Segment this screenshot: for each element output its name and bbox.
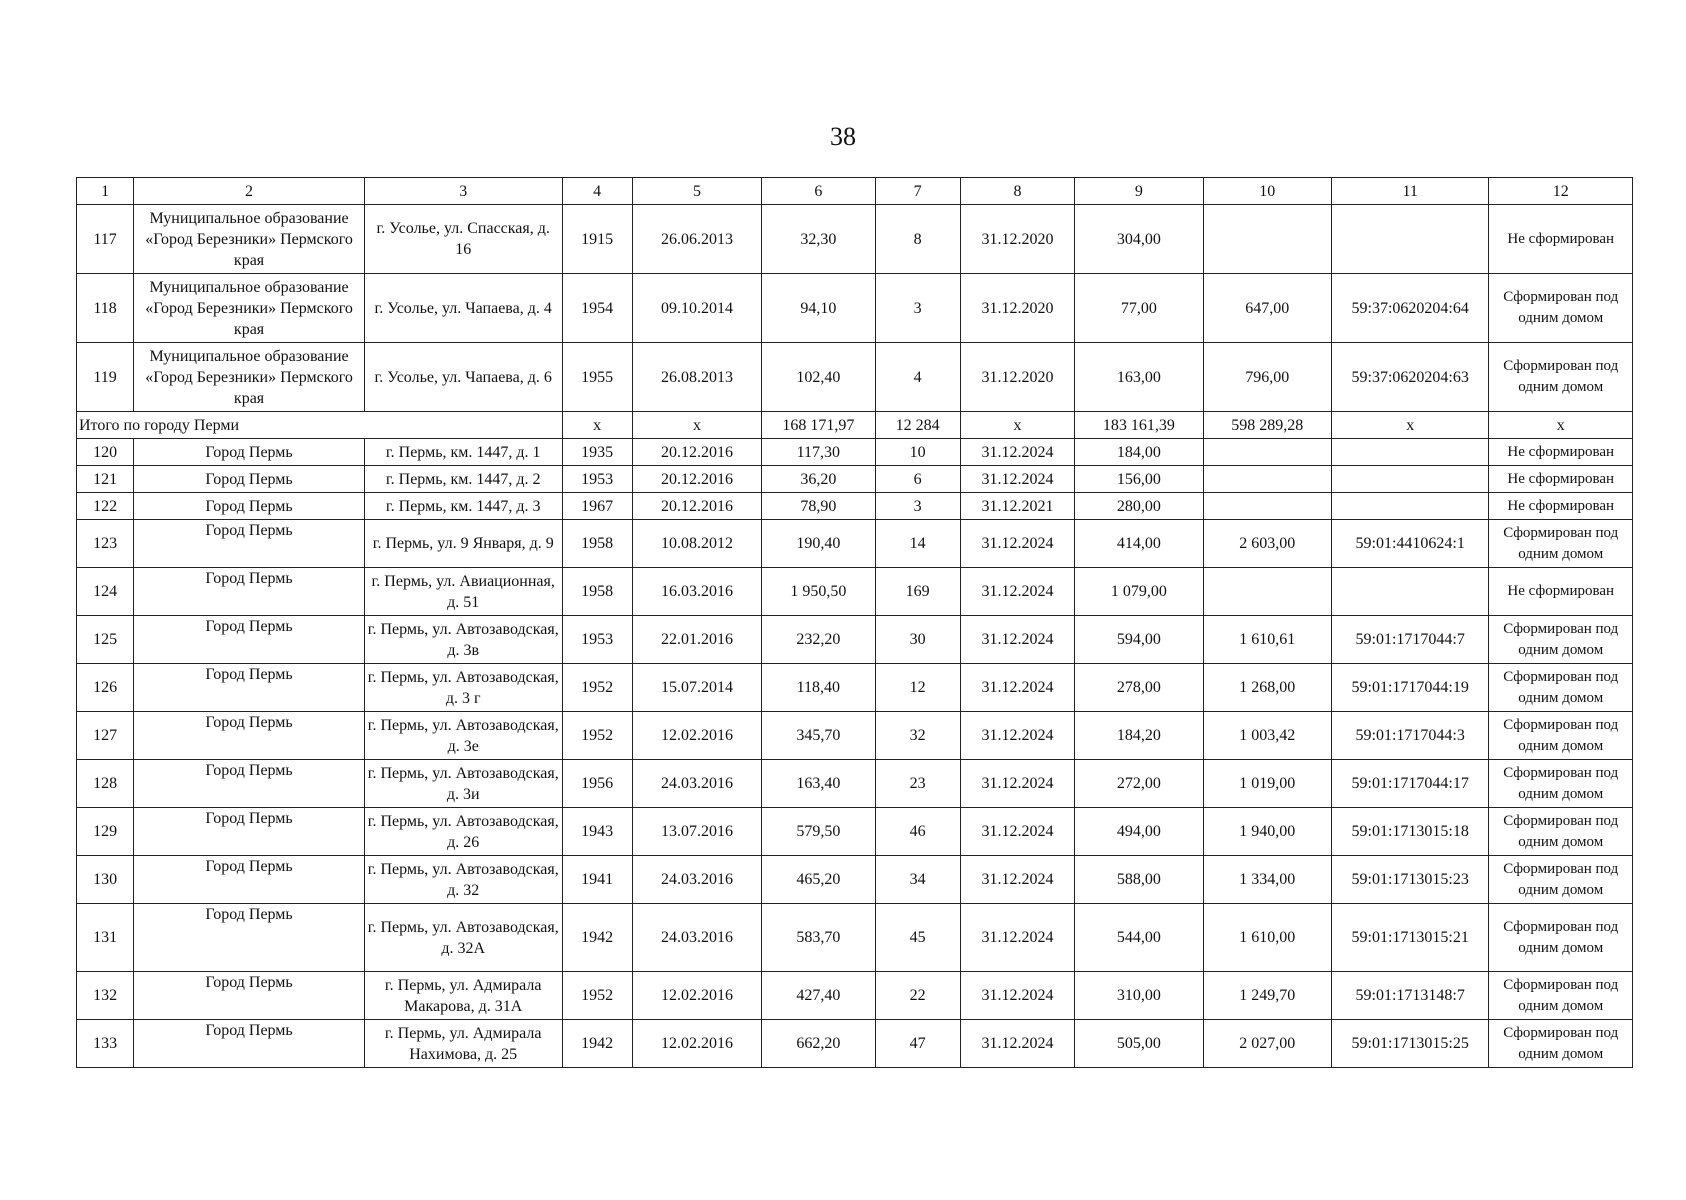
owner-cell: Город Пермь	[134, 568, 365, 616]
land-area-cell: 494,00	[1075, 808, 1203, 856]
header-cell: 3	[364, 178, 562, 205]
total-cell: 183 161,39	[1075, 412, 1203, 439]
row-number-cell: 125	[77, 616, 134, 664]
year-built-cell: 1943	[562, 808, 632, 856]
row-number-cell: 121	[77, 466, 134, 493]
total-cell: 598 289,28	[1203, 412, 1331, 439]
address-cell: г. Пермь, ул. Автозаводская, д. 3в	[364, 616, 562, 664]
area-cell: 102,40	[762, 343, 875, 412]
area-cell: 583,70	[762, 904, 875, 972]
plot-area-cell: 2 603,00	[1203, 520, 1331, 568]
date-cell: 09.10.2014	[632, 274, 761, 343]
land-area-cell: 544,00	[1075, 904, 1203, 972]
table-row	[77, 205, 1633, 274]
owner-cell: Город Пермь	[134, 664, 365, 712]
deadline-cell: 31.12.2024	[960, 616, 1074, 664]
cadastral-number-cell	[1331, 439, 1489, 466]
year-built-cell: 1953	[562, 616, 632, 664]
total-cell: x	[960, 412, 1074, 439]
cadastral-number-cell: 59:01:1713015:25	[1331, 1020, 1489, 1068]
owner-cell: Город Пермь	[134, 520, 365, 568]
plot-status-cell: Не сформирован	[1489, 493, 1633, 520]
address-cell: г. Пермь, ул. Адмирала Макарова, д. 31А	[364, 972, 562, 1020]
plot-status-cell: Сформирован под одним домом	[1489, 664, 1633, 712]
residents-cell: 6	[875, 466, 960, 493]
address-cell: г. Усолье, ул. Чапаева, д. 4	[364, 274, 562, 343]
date-cell: 20.12.2016	[632, 466, 761, 493]
land-area-cell: 1 079,00	[1075, 568, 1203, 616]
cadastral-number-cell: 59:01:1713015:18	[1331, 808, 1489, 856]
table-row	[77, 616, 1633, 664]
area-cell: 36,20	[762, 466, 875, 493]
address-cell: г. Усолье, ул. Чапаева, д. 6	[364, 343, 562, 412]
plot-area-cell	[1203, 493, 1331, 520]
owner-cell: Муниципальное образование «Город Березники» Пермского края	[134, 343, 365, 412]
row-number-cell: 122	[77, 493, 134, 520]
address-cell: г. Усолье, ул. Спасская, д. 16	[364, 205, 562, 274]
row-number-cell: 130	[77, 856, 134, 904]
registry-table	[76, 177, 1633, 1068]
year-built-cell: 1958	[562, 520, 632, 568]
cadastral-number-cell	[1331, 493, 1489, 520]
owner-cell: Город Пермь	[134, 712, 365, 760]
residents-cell: 34	[875, 856, 960, 904]
year-built-cell: 1942	[562, 1020, 632, 1068]
header-cell: 7	[875, 178, 960, 205]
plot-status-cell: Не сформирован	[1489, 205, 1633, 274]
row-number-cell: 118	[77, 274, 134, 343]
deadline-cell: 31.12.2024	[960, 1020, 1074, 1068]
plot-area-cell: 647,00	[1203, 274, 1331, 343]
area-cell: 427,40	[762, 972, 875, 1020]
residents-cell: 30	[875, 616, 960, 664]
cadastral-number-cell	[1331, 466, 1489, 493]
area-cell: 118,40	[762, 664, 875, 712]
plot-area-cell: 1 940,00	[1203, 808, 1331, 856]
row-number-cell: 131	[77, 904, 134, 972]
date-cell: 24.03.2016	[632, 856, 761, 904]
land-area-cell: 310,00	[1075, 972, 1203, 1020]
date-cell: 20.12.2016	[632, 493, 761, 520]
table-row	[77, 493, 1633, 520]
row-number-cell: 119	[77, 343, 134, 412]
plot-area-cell: 1 334,00	[1203, 856, 1331, 904]
owner-cell: Город Пермь	[134, 856, 365, 904]
header-cell: 10	[1203, 178, 1331, 205]
total-cell: x	[1331, 412, 1489, 439]
table-row	[77, 568, 1633, 616]
year-built-cell: 1958	[562, 568, 632, 616]
plot-area-cell: 1 268,00	[1203, 664, 1331, 712]
date-cell: 16.03.2016	[632, 568, 761, 616]
residents-cell: 22	[875, 972, 960, 1020]
residents-cell: 46	[875, 808, 960, 856]
date-cell: 26.06.2013	[632, 205, 761, 274]
year-built-cell: 1955	[562, 343, 632, 412]
table-row	[77, 439, 1633, 466]
header-cell: 8	[960, 178, 1074, 205]
plot-area-cell: 2 027,00	[1203, 1020, 1331, 1068]
table-row	[77, 343, 1633, 412]
table-row	[77, 466, 1633, 493]
date-cell: 24.03.2016	[632, 760, 761, 808]
year-built-cell: 1967	[562, 493, 632, 520]
residents-cell: 3	[875, 493, 960, 520]
deadline-cell: 31.12.2024	[960, 568, 1074, 616]
plot-status-cell: Не сформирован	[1489, 568, 1633, 616]
address-cell: г. Пермь, ул. Автозаводская, д. 32А	[364, 904, 562, 972]
deadline-cell: 31.12.2020	[960, 205, 1074, 274]
year-built-cell: 1952	[562, 712, 632, 760]
plot-area-cell	[1203, 439, 1331, 466]
plot-status-cell: Сформирован под одним домом	[1489, 343, 1633, 412]
cadastral-number-cell: 59:01:4410624:1	[1331, 520, 1489, 568]
plot-area-cell	[1203, 205, 1331, 274]
owner-cell: Город Пермь	[134, 904, 365, 972]
header-cell: 11	[1331, 178, 1489, 205]
table-row	[77, 1020, 1633, 1068]
owner-cell: Муниципальное образование «Город Березники» Пермского края	[134, 205, 365, 274]
land-area-cell: 414,00	[1075, 520, 1203, 568]
date-cell: 26.08.2013	[632, 343, 761, 412]
plot-status-cell: Сформирован под одним домом	[1489, 972, 1633, 1020]
cadastral-number-cell: 59:37:0620204:64	[1331, 274, 1489, 343]
cadastral-number-cell: 59:01:1713148:7	[1331, 972, 1489, 1020]
plot-area-cell: 1 249,70	[1203, 972, 1331, 1020]
residents-cell: 23	[875, 760, 960, 808]
land-area-cell: 77,00	[1075, 274, 1203, 343]
total-cell: 12 284	[875, 412, 960, 439]
owner-cell: Город Пермь	[134, 466, 365, 493]
owner-cell: Город Пермь	[134, 439, 365, 466]
area-cell: 190,40	[762, 520, 875, 568]
date-cell: 12.02.2016	[632, 712, 761, 760]
area-cell: 32,30	[762, 205, 875, 274]
plot-area-cell	[1203, 466, 1331, 493]
plot-status-cell: Сформирован под одним домом	[1489, 520, 1633, 568]
header-cell: 12	[1489, 178, 1633, 205]
deadline-cell: 31.12.2020	[960, 274, 1074, 343]
year-built-cell: 1915	[562, 205, 632, 274]
plot-status-cell: Сформирован под одним домом	[1489, 856, 1633, 904]
owner-cell: Город Пермь	[134, 1020, 365, 1068]
plot-status-cell: Сформирован под одним домом	[1489, 616, 1633, 664]
area-cell: 345,70	[762, 712, 875, 760]
date-cell: 13.07.2016	[632, 808, 761, 856]
year-built-cell: 1952	[562, 972, 632, 1020]
area-cell: 94,10	[762, 274, 875, 343]
land-area-cell: 588,00	[1075, 856, 1203, 904]
cadastral-number-cell: 59:01:1717044:7	[1331, 616, 1489, 664]
total-label: Итого по городу Перми	[77, 412, 563, 439]
residents-cell: 169	[875, 568, 960, 616]
plot-area-cell: 1 610,00	[1203, 904, 1331, 972]
owner-cell: Муниципальное образование «Город Березники» Пермского края	[134, 274, 365, 343]
row-number-cell: 127	[77, 712, 134, 760]
deadline-cell: 31.12.2024	[960, 904, 1074, 972]
owner-cell: Город Пермь	[134, 493, 365, 520]
table-row	[77, 760, 1633, 808]
residents-cell: 47	[875, 1020, 960, 1068]
area-cell: 1 950,50	[762, 568, 875, 616]
row-number-cell: 132	[77, 972, 134, 1020]
plot-area-cell: 796,00	[1203, 343, 1331, 412]
plot-status-cell: Не сформирован	[1489, 439, 1633, 466]
address-cell: г. Пермь, км. 1447, д. 1	[364, 439, 562, 466]
plot-status-cell: Не сформирован	[1489, 466, 1633, 493]
area-cell: 163,40	[762, 760, 875, 808]
plot-area-cell	[1203, 568, 1331, 616]
deadline-cell: 31.12.2024	[960, 712, 1074, 760]
header-cell: 9	[1075, 178, 1203, 205]
deadline-cell: 31.12.2024	[960, 664, 1074, 712]
land-area-cell: 156,00	[1075, 466, 1203, 493]
area-cell: 465,20	[762, 856, 875, 904]
plot-status-cell: Сформирован под одним домом	[1489, 274, 1633, 343]
area-cell: 232,20	[762, 616, 875, 664]
row-number-cell: 117	[77, 205, 134, 274]
plot-area-cell: 1 610,61	[1203, 616, 1331, 664]
land-area-cell: 304,00	[1075, 205, 1203, 274]
row-number-cell: 129	[77, 808, 134, 856]
land-area-cell: 272,00	[1075, 760, 1203, 808]
year-built-cell: 1935	[562, 439, 632, 466]
date-cell: 12.02.2016	[632, 1020, 761, 1068]
table-row	[77, 972, 1633, 1020]
plot-status-cell: Сформирован под одним домом	[1489, 808, 1633, 856]
cadastral-number-cell: 59:01:1717044:3	[1331, 712, 1489, 760]
deadline-cell: 31.12.2024	[960, 856, 1074, 904]
residents-cell: 4	[875, 343, 960, 412]
date-cell: 24.03.2016	[632, 904, 761, 972]
deadline-cell: 31.12.2024	[960, 972, 1074, 1020]
table-row	[77, 904, 1633, 972]
table-row	[77, 520, 1633, 568]
address-cell: г. Пермь, ул. Автозаводская, д. 3 г	[364, 664, 562, 712]
residents-cell: 8	[875, 205, 960, 274]
header-row	[77, 178, 1633, 205]
year-built-cell: 1941	[562, 856, 632, 904]
plot-status-cell: Сформирован под одним домом	[1489, 1020, 1633, 1068]
address-cell: г. Пермь, км. 1447, д. 3	[364, 493, 562, 520]
owner-cell: Город Пермь	[134, 808, 365, 856]
plot-area-cell: 1 003,42	[1203, 712, 1331, 760]
deadline-cell: 31.12.2024	[960, 466, 1074, 493]
total-cell: 168 171,97	[762, 412, 875, 439]
residents-cell: 14	[875, 520, 960, 568]
land-area-cell: 594,00	[1075, 616, 1203, 664]
residents-cell: 12	[875, 664, 960, 712]
table-row	[77, 808, 1633, 856]
cadastral-number-cell: 59:01:1713015:21	[1331, 904, 1489, 972]
header-cell: 6	[762, 178, 875, 205]
address-cell: г. Пермь, ул. Автозаводская, д. 3е	[364, 712, 562, 760]
header-cell: 4	[562, 178, 632, 205]
area-cell: 78,90	[762, 493, 875, 520]
header-cell: 2	[134, 178, 365, 205]
cadastral-number-cell: 59:01:1717044:19	[1331, 664, 1489, 712]
residents-cell: 32	[875, 712, 960, 760]
address-cell: г. Пермь, ул. Автозаводская, д. 3и	[364, 760, 562, 808]
land-area-cell: 184,20	[1075, 712, 1203, 760]
deadline-cell: 31.12.2024	[960, 808, 1074, 856]
plot-status-cell: Сформирован под одним домом	[1489, 904, 1633, 972]
row-number-cell: 126	[77, 664, 134, 712]
land-area-cell: 280,00	[1075, 493, 1203, 520]
year-built-cell: 1953	[562, 466, 632, 493]
table-row	[77, 856, 1633, 904]
date-cell: 12.02.2016	[632, 972, 761, 1020]
date-cell: 15.07.2014	[632, 664, 761, 712]
year-built-cell: 1942	[562, 904, 632, 972]
row-number-cell: 128	[77, 760, 134, 808]
total-cell: x	[562, 412, 632, 439]
date-cell: 10.08.2012	[632, 520, 761, 568]
cadastral-number-cell	[1331, 205, 1489, 274]
cadastral-number-cell: 59:01:1713015:23	[1331, 856, 1489, 904]
year-built-cell: 1956	[562, 760, 632, 808]
deadline-cell: 31.12.2024	[960, 760, 1074, 808]
owner-cell: Город Пермь	[134, 616, 365, 664]
owner-cell: Город Пермь	[134, 760, 365, 808]
land-area-cell: 278,00	[1075, 664, 1203, 712]
deadline-cell: 31.12.2024	[960, 439, 1074, 466]
date-cell: 20.12.2016	[632, 439, 761, 466]
row-number-cell: 123	[77, 520, 134, 568]
deadline-cell: 31.12.2021	[960, 493, 1074, 520]
deadline-cell: 31.12.2024	[960, 520, 1074, 568]
table-row	[77, 664, 1633, 712]
owner-cell: Город Пермь	[134, 972, 365, 1020]
residents-cell: 45	[875, 904, 960, 972]
year-built-cell: 1952	[562, 664, 632, 712]
page-number: 38	[830, 122, 856, 151]
address-cell: г. Пермь, ул. Автозаводская, д. 26	[364, 808, 562, 856]
address-cell: г. Пермь, ул. 9 Января, д. 9	[364, 520, 562, 568]
plot-status-cell: Сформирован под одним домом	[1489, 712, 1633, 760]
land-area-cell: 505,00	[1075, 1020, 1203, 1068]
area-cell: 662,20	[762, 1020, 875, 1068]
row-number-cell: 120	[77, 439, 134, 466]
address-cell: г. Пермь, ул. Авиационная, д. 51	[364, 568, 562, 616]
row-number-cell: 133	[77, 1020, 134, 1068]
plot-area-cell: 1 019,00	[1203, 760, 1331, 808]
area-cell: 117,30	[762, 439, 875, 466]
header-cell: 5	[632, 178, 761, 205]
deadline-cell: 31.12.2020	[960, 343, 1074, 412]
total-cell: x	[1489, 412, 1633, 439]
residents-cell: 10	[875, 439, 960, 466]
year-built-cell: 1954	[562, 274, 632, 343]
total-row	[77, 412, 1633, 439]
table-row	[77, 274, 1633, 343]
date-cell: 22.01.2016	[632, 616, 761, 664]
table-body	[77, 178, 1633, 1068]
address-cell: г. Пермь, ул. Адмирала Нахимова, д. 25	[364, 1020, 562, 1068]
header-cell: 1	[77, 178, 134, 205]
cadastral-number-cell: 59:01:1717044:17	[1331, 760, 1489, 808]
address-cell: г. Пермь, км. 1447, д. 2	[364, 466, 562, 493]
land-area-cell: 184,00	[1075, 439, 1203, 466]
land-area-cell: 163,00	[1075, 343, 1203, 412]
area-cell: 579,50	[762, 808, 875, 856]
table-row	[77, 712, 1633, 760]
row-number-cell: 124	[77, 568, 134, 616]
total-cell: x	[632, 412, 761, 439]
residents-cell: 3	[875, 274, 960, 343]
cadastral-number-cell	[1331, 568, 1489, 616]
plot-status-cell: Сформирован под одним домом	[1489, 760, 1633, 808]
cadastral-number-cell: 59:37:0620204:63	[1331, 343, 1489, 412]
address-cell: г. Пермь, ул. Автозаводская, д. 32	[364, 856, 562, 904]
